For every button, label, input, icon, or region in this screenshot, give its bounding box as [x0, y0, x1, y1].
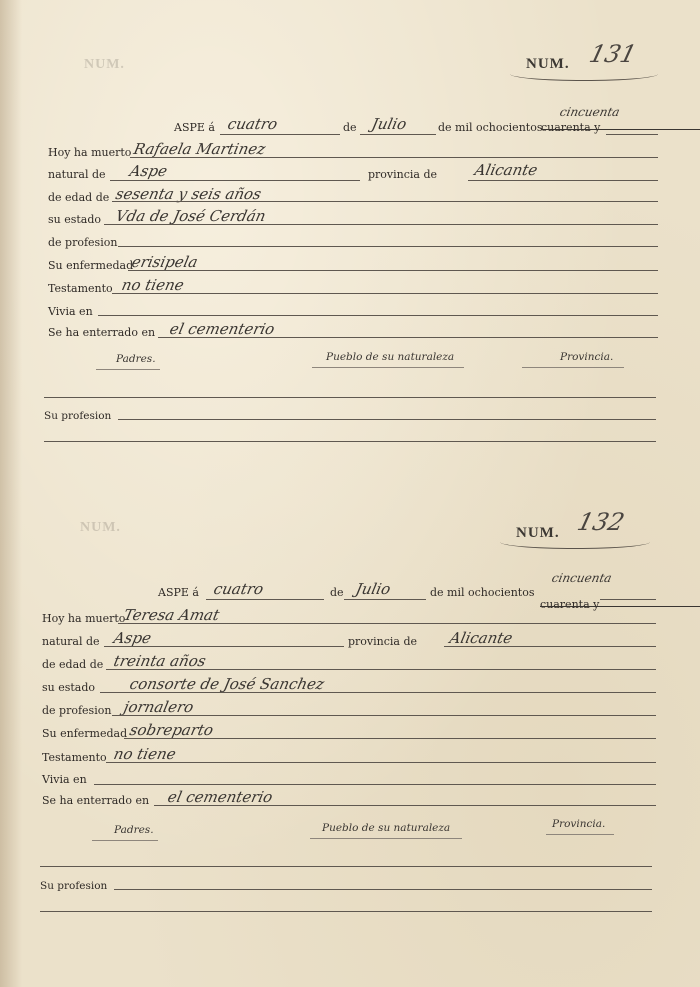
buried-label: Se ha enterrado en: [42, 794, 150, 807]
date-de-label: de: [330, 586, 344, 599]
illness-label: Su enfermedad: [42, 727, 128, 740]
year-prefix-label: de mil ochocientos: [438, 121, 543, 134]
status-label: su estado: [48, 213, 102, 226]
profession-value: jornalero: [122, 698, 196, 716]
testament-value: no tiene: [112, 745, 178, 763]
month-value: Julio: [370, 115, 409, 133]
parents-heading: Padres.: [116, 353, 156, 365]
bleed-through-mark: NUM.: [84, 57, 125, 72]
death-record-131: [0, 0, 700, 422]
age-value: sesenta y seis años: [114, 185, 263, 203]
buried-label: Se ha enterrado en: [48, 326, 156, 339]
died-value: Teresa Amat: [122, 606, 222, 624]
buried-value: el cementerio: [166, 788, 275, 806]
lived-label: Vivia en: [42, 773, 87, 786]
died-label: Hoy ha muerto: [48, 146, 132, 159]
testament-value: no tiene: [120, 276, 186, 294]
status-label: su estado: [42, 681, 96, 694]
binding-shadow: [0, 0, 22, 987]
province-value: Alicante: [448, 629, 515, 647]
bleed-through-mark: NUM.: [80, 520, 121, 535]
illness-value: sobreparto: [128, 721, 216, 739]
age-label: de edad de: [48, 191, 110, 204]
record-number-label: NUM.: [516, 525, 560, 541]
native-label: natural de: [42, 635, 100, 648]
year-correction: cincuenta: [558, 105, 622, 119]
parents-heading: Padres.: [114, 824, 154, 836]
record-number-label: NUM.: [526, 56, 570, 72]
province-label: provincia de: [368, 168, 438, 181]
age-label: de edad de: [42, 658, 104, 671]
year-struck-text: cuarenta y: [540, 599, 700, 611]
month-value: Julio: [354, 580, 393, 598]
date-de-label: de: [343, 121, 357, 134]
year-correction: cincuenta: [550, 571, 614, 585]
day-value: cuatro: [212, 580, 266, 598]
year-prefix-label: de mil ochocientos: [430, 586, 535, 599]
record-number-value: 132: [574, 508, 628, 536]
birthplace-heading: Pueblo de su naturaleza: [326, 351, 455, 363]
record-number-value: 131: [586, 40, 640, 68]
status-value: consorte de José Sanchez: [128, 675, 326, 693]
province-label: provincia de: [348, 635, 418, 648]
province-heading: Provincia.: [560, 351, 614, 363]
town-label: ASPE á: [174, 121, 215, 134]
native-label: natural de: [48, 168, 106, 181]
testament-label: Testamento: [42, 751, 107, 764]
illness-label: Su enfermedad: [48, 259, 134, 272]
birthplace-heading: Pueblo de su naturaleza: [322, 822, 451, 834]
native-value: Aspe: [128, 162, 169, 180]
their-profession-label: Su profesion: [40, 880, 108, 892]
their-profession-label: Su profesion: [44, 410, 112, 422]
day-value: cuatro: [226, 115, 280, 133]
province-heading: Provincia.: [552, 818, 606, 830]
age-value: treinta años: [112, 652, 208, 670]
profession-label: de profesion: [48, 236, 118, 249]
record-number-flourish: [500, 542, 650, 549]
testament-label: Testamento: [48, 282, 113, 295]
year-struck-text: cuarenta y: [541, 122, 700, 134]
province-value: Alicante: [473, 161, 540, 179]
native-value: Aspe: [112, 629, 153, 647]
died-label: Hoy ha muerto: [42, 612, 126, 625]
illness-value: erisipela: [130, 253, 200, 271]
record-number-flourish: [510, 74, 658, 81]
buried-value: el cementerio: [168, 320, 277, 338]
status-value: Vda de José Cerdán: [114, 207, 268, 225]
lived-label: Vivia en: [48, 305, 93, 318]
died-value: Rafaela Martinez: [132, 140, 268, 158]
town-label: ASPE á: [158, 586, 199, 599]
profession-label: de profesion: [42, 704, 112, 717]
